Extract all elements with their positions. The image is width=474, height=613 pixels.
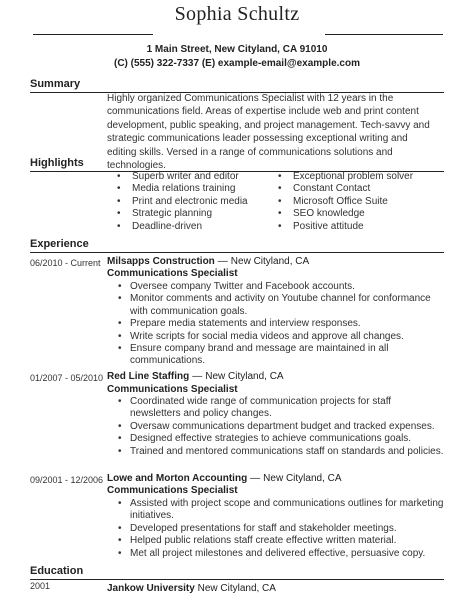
highlight-text: Constant Contact: [293, 183, 371, 195]
company-name: Milsapps Construction: [107, 256, 215, 267]
bullet-icon: •: [118, 498, 122, 509]
list-item: [117, 183, 248, 195]
job-company-line: [107, 256, 309, 267]
bullet-icon: •: [278, 220, 282, 232]
highlight-text: SEO knowledge: [293, 208, 365, 220]
education-line: [107, 583, 276, 594]
school-name: Jankow University: [107, 583, 195, 594]
list-item: [118, 343, 444, 368]
list-item: [117, 221, 248, 233]
bullet-icon: •: [117, 208, 121, 220]
dash-separator: —: [250, 473, 261, 484]
section-title-highlights: Highlights: [30, 157, 84, 169]
duty-text: Coordinated wide range of communication projects for staff newsletters and policy changes.: [130, 396, 392, 420]
job-company-line: [107, 371, 284, 382]
bullet-icon: •: [118, 293, 122, 305]
bullet-icon: •: [118, 433, 122, 445]
list-item: [118, 318, 444, 330]
list-item: [278, 221, 413, 233]
section-title-experience: Experience: [30, 238, 89, 250]
section-title-summary: Summary: [30, 78, 81, 90]
duty-text: Write scripts for social media videos and approve all changes.: [130, 330, 404, 342]
bullet-icon: •: [118, 281, 122, 292]
list-item: [117, 196, 248, 208]
duty-text: Trained and mentored communications staff on standards and policies.: [130, 445, 444, 457]
duty-text: Designed effective strategies to achieve communications goals.: [130, 433, 412, 445]
company-location: New Cityland, CA: [205, 371, 284, 382]
job-title: Communications Specialist: [107, 384, 238, 395]
candidate-name: Sophia Schultz: [174, 3, 300, 25]
bullet-icon: •: [278, 183, 282, 195]
dash-separator: —: [217, 256, 228, 267]
bullet-icon: •: [118, 318, 122, 330]
list-item: [278, 183, 413, 195]
section-title-education: Education: [30, 565, 84, 577]
dash-separator: —: [192, 371, 203, 382]
header-rule-left: [33, 34, 153, 35]
bullet-icon: •: [278, 195, 282, 207]
summary-text: Highly organized Communications Specialist with 12 years in the communications field. Areas of expertise include web and print content development, public speaking, and project management. Tech-savvy and strategic communications leader possessing exceptional writing and editing skills. Versed in a range of communications solutions and technologies.: [107, 93, 430, 172]
company-location: New Cityland, CA: [263, 473, 342, 484]
list-item: [118, 396, 444, 421]
company-name: Red Line Staffing: [107, 371, 190, 382]
job-duties: [118, 281, 444, 368]
duty-text: Helped public relations staff create effective written material.: [130, 535, 397, 547]
bullet-icon: •: [117, 195, 121, 207]
school-location: New Cityland, CA: [197, 583, 276, 594]
list-item: [117, 208, 248, 220]
list-item: [278, 171, 413, 183]
list-item: [118, 433, 444, 445]
list-item: [278, 208, 413, 220]
bullet-icon: •: [117, 220, 121, 232]
bullet-icon: •: [117, 171, 121, 182]
company-location: New Cityland, CA: [230, 256, 310, 267]
bullet-icon: •: [118, 343, 122, 355]
bullet-icon: •: [118, 522, 122, 534]
duty-text: Met all project milestones and delivered effective, persuasive copy.: [130, 547, 426, 559]
duty-text: Oversaw communications department budget and tracked expenses.: [130, 420, 435, 432]
list-item: [118, 293, 444, 318]
highlight-text: Positive attitude: [293, 220, 364, 232]
header-rule-right: [325, 34, 443, 35]
highlight-text: Strategic planning: [132, 208, 213, 220]
bullet-icon: •: [118, 396, 122, 407]
job-title: Communications Specialist: [107, 485, 238, 496]
job-duties: [118, 396, 444, 458]
highlight-text: Print and electronic media: [132, 195, 248, 207]
duty-text: Assisted with project scope and communications outlines for marketing initiatives.: [130, 498, 444, 522]
bullet-icon: •: [278, 171, 282, 182]
bullet-icon: •: [118, 445, 122, 457]
education-year: 2001: [30, 581, 51, 591]
bullet-icon: •: [117, 183, 121, 195]
list-item: [118, 331, 444, 343]
duty-text: Ensure company brand and message are maintained in all communications.: [130, 343, 389, 367]
duty-text: Oversee company Twitter and Facebook accounts.: [130, 281, 355, 292]
job-title: Communications Specialist: [107, 268, 238, 279]
job-company-line: [107, 473, 342, 484]
address-line: 1 Main Street, New Cityland, CA 91010: [146, 44, 328, 55]
list-item: [278, 196, 413, 208]
job-dates: 01/2007 - 05/2010: [30, 373, 104, 383]
duty-text: Monitor comments and activity on Youtube channel for conformance with communication goals.: [130, 293, 431, 317]
job-duties: [118, 498, 444, 560]
highlight-text: Deadline-driven: [132, 220, 203, 232]
highlight-text: Media relations training: [132, 183, 236, 195]
list-item: [117, 171, 248, 183]
list-item: [118, 446, 444, 458]
bullet-icon: •: [118, 535, 122, 547]
section-rule-education: [30, 579, 444, 580]
highlight-text: Superb writer and editor: [132, 171, 239, 182]
duty-text: Prepare media statements and interview responses.: [130, 318, 361, 330]
list-item: [118, 548, 444, 560]
bullet-icon: •: [118, 330, 122, 342]
company-name: Lowe and Morton Accounting: [107, 473, 248, 484]
highlights-list-left: [117, 171, 248, 233]
list-item: [118, 523, 444, 535]
list-item: [118, 281, 444, 293]
job-dates: 09/2001 - 12/2006: [30, 475, 104, 485]
list-item: [118, 421, 444, 433]
list-item: [118, 535, 444, 547]
bullet-icon: •: [278, 208, 282, 220]
highlight-text: Microsoft Office Suite: [293, 195, 388, 207]
highlights-list-right: [278, 171, 413, 233]
contact-line: (C) (555) 322-7337 (E) example-email@example.com: [114, 58, 360, 69]
list-item: [118, 498, 444, 523]
highlight-text: Exceptional problem solver: [293, 171, 414, 182]
bullet-icon: •: [118, 420, 122, 432]
duty-text: Developed presentations for staff and stakeholder meetings.: [130, 522, 397, 534]
section-rule-experience: [30, 252, 444, 253]
bullet-icon: •: [118, 547, 122, 559]
job-dates: 06/2010 - Current: [30, 258, 101, 268]
